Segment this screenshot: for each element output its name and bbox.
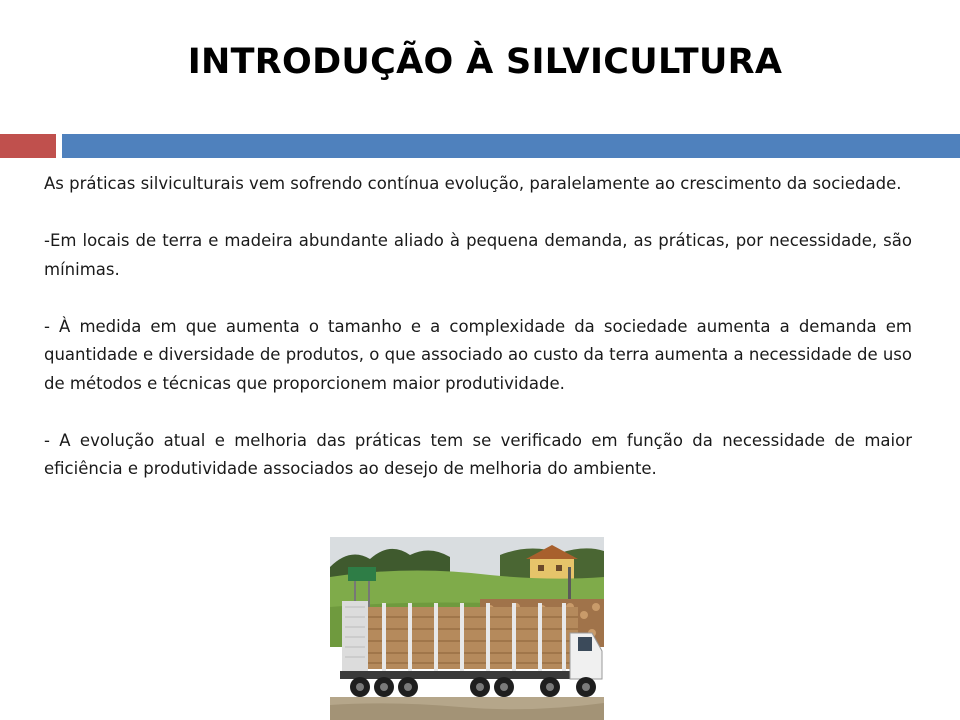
body-text bbox=[44, 170, 912, 484]
log-truck-photo bbox=[330, 537, 604, 720]
paragraph-gap bbox=[44, 284, 912, 313]
paragraph-2: -Em locais de terra e madeira abundante aliado à pequena demanda, as práticas, por necessidade, são mínimas. bbox=[44, 231, 912, 279]
accent-bar-red bbox=[0, 134, 56, 158]
accent-bar-blue bbox=[62, 134, 960, 158]
paragraph-gap bbox=[44, 199, 912, 228]
paragraph-3: - À medida em que aumenta o tamanho e a complexidade da sociedade aumenta a demanda em quantidade e diversidade de produtos, o que associado ao custo da terra aumenta a necessidade de uso de métodos e técnicas que proporcionem maior produtividade. bbox=[44, 316, 912, 393]
paragraph-1: As práticas silviculturais vem sofrendo contínua evolução, paralelamente ao crescimento da sociedade. bbox=[44, 174, 902, 193]
slide-title: INTRODUÇÃO À SILVICULTURA bbox=[187, 42, 783, 82]
paragraph-4: - A evolução atual e melhoria das práticas tem se verificado em função da necessidade de maior eficiência e produtividade associados ao desejo de melhoria do ambiente. bbox=[44, 430, 912, 478]
paragraph-gap bbox=[44, 398, 912, 427]
